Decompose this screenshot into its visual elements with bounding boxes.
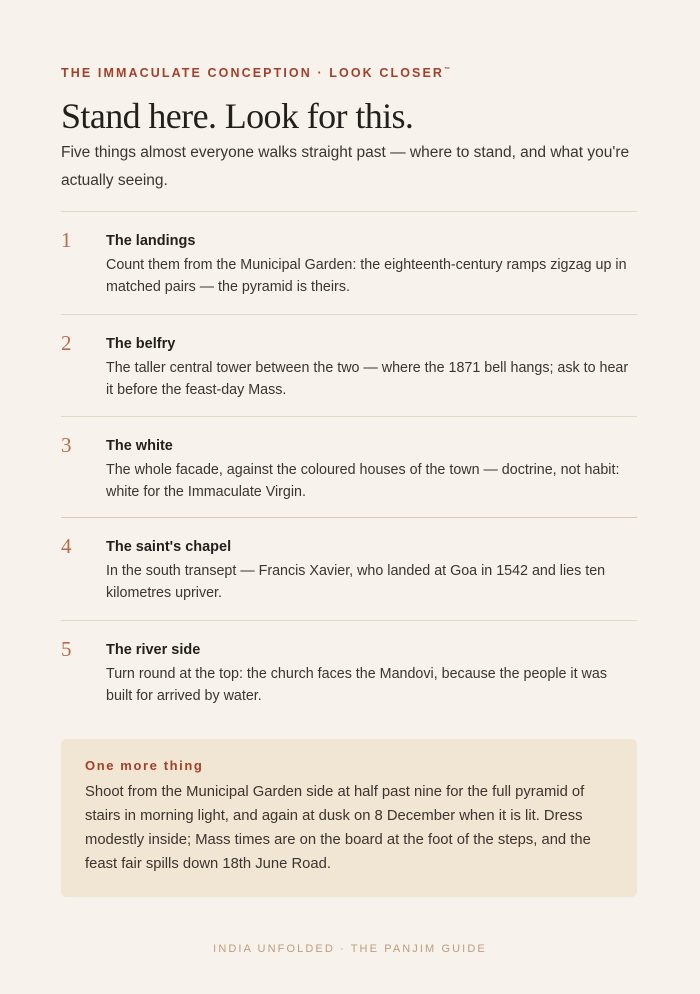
trademark-mark: ™ xyxy=(444,67,451,73)
item-description: In the south transept — Francis Xavier, who landed at Goa in 1542 and lies ten kilometres upriver. xyxy=(106,563,606,601)
item-title: The saint's chapel xyxy=(106,539,232,555)
item-number: 1 xyxy=(61,228,72,252)
item-description: The whole facade, against the coloured houses of the town — doctrine, not habit: white for the Immaculate Virgin. xyxy=(106,462,620,500)
item-description: The taller central tower between the two — where the 1871 bell hangs; ask to hear it before the feast-day Mass. xyxy=(106,360,629,398)
item-number: 3 xyxy=(61,433,72,457)
list-item-river-side xyxy=(61,620,637,704)
item-title: The belfry xyxy=(106,336,176,352)
item-title: The river side xyxy=(106,642,201,658)
item-description: Turn round at the top: the church faces the Mandovi, because the people it was built for arrived by water. xyxy=(106,666,607,704)
item-title: The white xyxy=(106,438,173,454)
callout-label: One more thing xyxy=(85,758,204,773)
tip-callout xyxy=(61,739,637,897)
callout-text: Shoot from the Municipal Garden side at half past nine for the full pyramid of stairs in morning light, and again at dusk on 8 December when it is lit. Dress modestly inside; Mass times are on the board at the foot of the steps, and the feast fair spills down 18th June Road. xyxy=(85,784,591,872)
item-number: 4 xyxy=(61,534,72,558)
eyebrow-text: THE IMMACULATE CONCEPTION · LOOK CLOSER xyxy=(61,66,445,80)
item-description: Count them from the Municipal Garden: the eighteenth-century ramps zigzag up in matched pairs — the pyramid is theirs. xyxy=(106,257,627,295)
footer-credit: INDIA UNFOLDED · THE PANJIM GUIDE xyxy=(213,943,487,955)
item-number: 5 xyxy=(61,637,72,661)
list-item-landings xyxy=(61,211,637,295)
item-number: 2 xyxy=(61,331,72,355)
eyebrow-kicker xyxy=(61,66,450,80)
list-item-belfry xyxy=(61,314,637,398)
list-item-white xyxy=(61,416,637,500)
intro-paragraph: Five things almost everyone walks straight past — where to stand, and what you're actually seeing. xyxy=(61,144,630,189)
list-item-saints-chapel xyxy=(61,517,637,601)
page-title: Stand here. Look for this. xyxy=(61,96,414,136)
item-title: The landings xyxy=(106,233,196,249)
